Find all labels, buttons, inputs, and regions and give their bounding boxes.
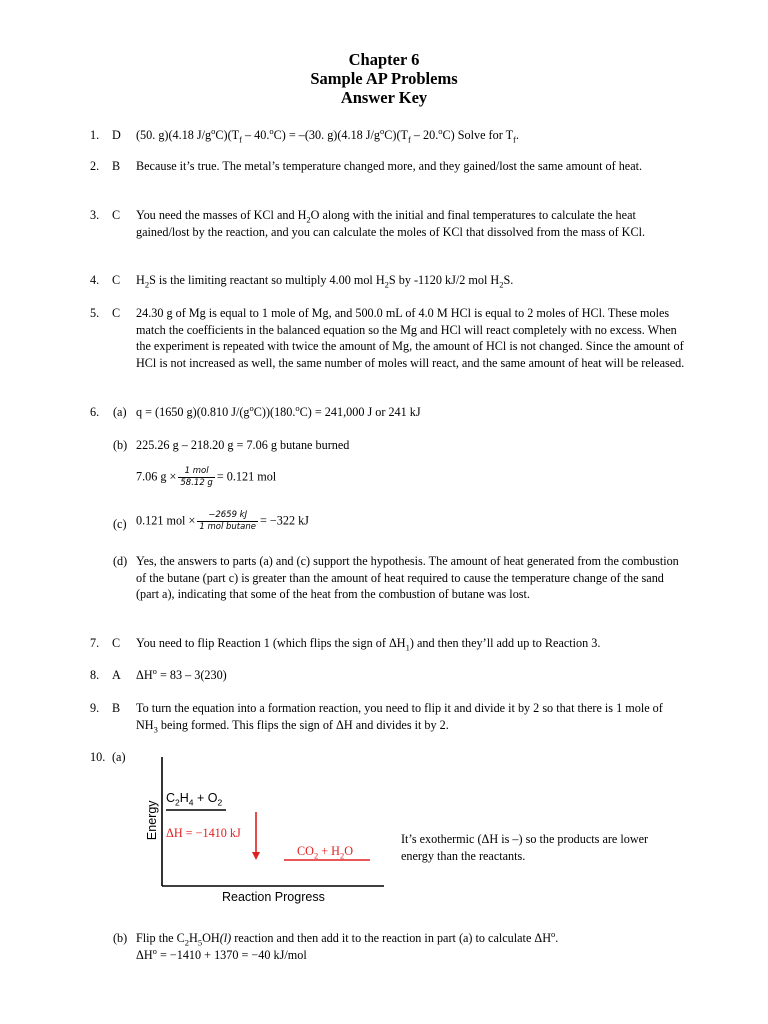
item-number-8: 8.: [90, 668, 100, 682]
item-answer-1: D: [112, 128, 121, 142]
exothermic-note: It’s exothermic (ΔH is –) so the products are lower energy than the reactants.: [401, 832, 649, 863]
item-6a-text: q = (1650 g)(0.810 $J/(g^oC))(180.^oC) = 241,000$ J or 241 kJ: [136, 402, 421, 419]
reactants-label: $C_2H_4 + O_2$: [166, 791, 223, 808]
item-text-9: To turn the equation into a formation reaction, you need to flip it and divide it by 2 so that there is 1 mole of $NH_3$ being formed. This flips the sign of ΔH and divides it by 2.: [136, 701, 663, 734]
item-answer-7: C: [112, 636, 121, 650]
item-answer-4: C: [112, 273, 121, 287]
item-6d-letter: (d): [113, 554, 128, 568]
item-number-6: 6.: [90, 405, 100, 419]
delta-h-label: ΔH = −1410 kJ: [166, 826, 241, 840]
item-6d-text: Yes, the answers to parts (a) and (c) support the hypothesis. The amount of heat generated from the combustion of the butane (part c) is greater than the amount of heat required to cause the temperature change of the sand (part a), indicating that some of the heat from the combustion of butane was lost.: [136, 554, 679, 601]
item-text-3: You need the masses of KCl and $H_2O$ along with the initial and final temperatures to calculate the heat gained/lost by the reaction, and you can calculate the moles of KCl that dissolved from the mass of KCl.: [136, 208, 646, 239]
chapter-title: Chapter 6: [348, 50, 420, 69]
item-number-1: 1.: [90, 128, 100, 142]
mol-fraction: $\frac{\text{1 mol}}{58.12 g}$: [180, 466, 213, 488]
x-axis-label: Reaction Progress: [222, 890, 325, 904]
item-number-3: 3.: [90, 208, 100, 222]
item-6b-text: 225.26 g – 218.20 g = 7.06 g butane burned: [136, 438, 350, 452]
item-6b-letter: (b): [113, 438, 128, 452]
y-axis-label: Energy: [144, 800, 159, 841]
item-answer-9: B: [112, 701, 121, 715]
item-number-7: 7.: [90, 636, 100, 650]
item-text-5: 24.30 g of Mg is equal to 1 mole of Mg, and 500.0 mL of 4.0 M HCl is equal to 2 moles of HCl. These moles match the coefficients in the balanced equation so the Mg and HCl will react completely with no excess. When the experiment is repeated with twice the amount of Mg, the amount of HCl is not changed. Since the amount of HCl is not increased as well, the same number of moles will react, and the same amount of heat will be released.: [136, 306, 685, 370]
subtitle: Sample AP Problems: [310, 69, 458, 88]
item-10b-text: Flip the $C_2H_5OH(l)$ reaction and then add it to the reaction in part (a) to calculate $\Delta H^o$. $\Delta H^o = -1410 + 1370 = -40$ kJ/mol: [136, 928, 559, 962]
item-answer-8: A: [112, 668, 121, 682]
item-text-2: Because it’s true. The metal’s temperature changed more, and they gained/lost the same amount of heat.: [136, 159, 643, 173]
answer-key-title: Answer Key: [340, 88, 428, 107]
item-text-7: You need to flip Reaction 1 (which flips the sign of $\Delta H_1$) and then they’ll add up to Reaction 3.: [136, 636, 601, 653]
item-6b-calculation: 7.06 g × $\frac{\text{1 mol}}{58.12 g}$ = 0.121 mol: [136, 466, 277, 488]
item-6c-calculation: 0.121 mol × $\frac{-2659 kJ}{\text{1 mol butane}}$ = −322 kJ: [136, 510, 309, 532]
item-answer-5: C: [112, 306, 121, 320]
products-label: $CO_2 + H_2O$: [297, 844, 354, 861]
item-number-9: 9.: [90, 701, 100, 715]
item-text-1: (50. g)(4.18 $J/g^oC)(T_f - 40.^oC) = -(30$. g)(4.18 $J/g^oC)(T_f - 20.^oC)$ Solve for $T_f$.: [136, 125, 519, 145]
item-number-2: 2.: [90, 159, 100, 173]
item-answer-3: C: [112, 208, 121, 222]
item-6c-letter: (c): [113, 517, 127, 531]
delta-h-arrow-head: [252, 852, 260, 860]
kj-fraction: $\frac{-2659 kJ}{\text{1 mol butane}}$: [199, 510, 256, 532]
item-number-4: 4.: [90, 273, 100, 287]
item-number-5: 5.: [90, 306, 100, 320]
item-10a-letter: (a): [112, 750, 126, 764]
item-answer-2: B: [112, 159, 121, 173]
item-text-8: $\Delta H^o = 83 - 3(230)$: [136, 665, 227, 682]
item-10b-letter: (b): [113, 931, 128, 945]
item-text-4: $H_2S$ is the limiting reactant so multiply 4.00 mol $H_2S$ by -1120 kJ/2 mol $H_2S$.: [136, 273, 514, 290]
item-6a-letter: (a): [113, 405, 127, 419]
item-number-10: 10.: [90, 750, 106, 764]
